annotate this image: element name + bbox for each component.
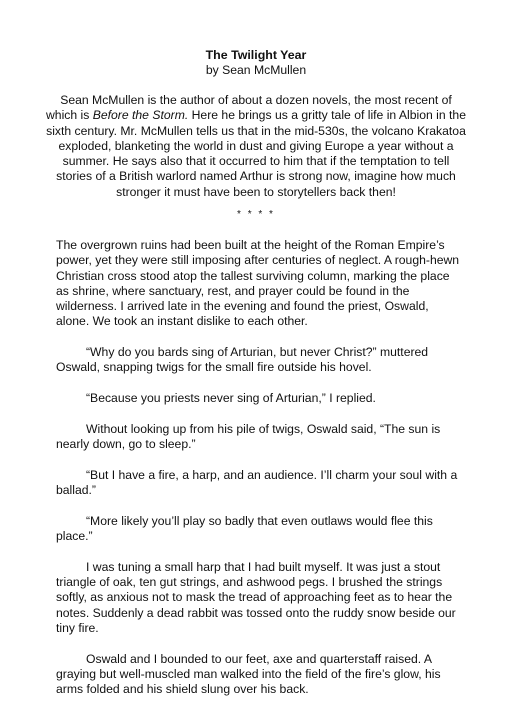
section-separator: * * * * <box>237 209 275 220</box>
story-paragraph: The overgrown ruins had been built at the height of the Roman Empire’s power, yet they were still imposing after centuries of neglect. A rough-hewn Christian cross stood atop the tallest surviving column, marking the place as shrine, where sanctuary, rest, and prayer could be found in the wilderness. I arrived late in the evening and found the priest, Oswald, alone. We took an instant dislike to each other. <box>56 238 460 329</box>
story-paragraph: Without looking up from his pile of twigs, Oswald said, “The sun is nearly down, go to sleep.” <box>56 421 441 452</box>
story-body <box>56 238 460 713</box>
intro-book-title: Before the Storm. <box>92 108 189 123</box>
story-paragraph: “More likely you’ll play so badly that even outlaws would flee this place.” <box>56 513 433 544</box>
story-paragraph: “Because you priests never sing of Arturian,” I replied. <box>86 391 376 406</box>
story-paragraph: “But I have a fire, a harp, and an audience. I’ll charm your soul with a ballad.” <box>56 467 458 498</box>
story-paragraph: “Why do you bards sing of Arturian, but never Christ?” muttered Oswald, snapping twigs for the small fire outside his hovel. <box>56 345 429 375</box>
intro-text-end: Here he brings us a gritty tale of life in Albion in the sixth century. Mr. McMullen tells us that in the mid-530s, the volcano Krakatoa exploded, blanketing the world in dust and giving Europe a year without a summer. He says also that it occurred to him that if the temptation to tell stories of a British warlord named Arthur is strong now, imagine how much stronger it must have been to storytellers back then! <box>46 108 466 199</box>
story-paragraph: Oswald and I bounded to our feet, axe and quarterstaff raised. A graying but well-muscled man walked into the field of the fire’s glow, his arms folded and his shield slung over his back. <box>56 651 441 697</box>
intro-text-start: Sean McMullen is the author of about a dozen novels, the most recent of which is <box>45 93 452 123</box>
story-paragraph: I was tuning a small harp that I had built myself. It was just a stout triangle of oak, ten gut strings, and ashwood pegs. I brushed the strings softly, as anxious not to mask the tread of approaching feet as to hear the notes. Suddenly a dead rabbit was tossed onto the ruddy snow beside our tiny fire. <box>56 559 456 635</box>
editor-introduction <box>44 93 468 200</box>
story-byline: by Sean McMullen <box>205 63 307 77</box>
story-title: The Twilight Year <box>205 48 307 62</box>
